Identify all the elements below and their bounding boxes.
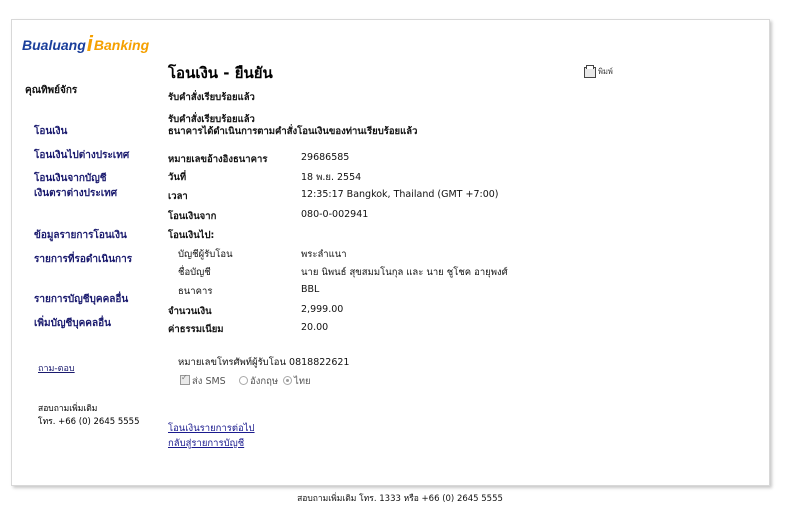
payee-value: พระลำแนา xyxy=(301,249,347,260)
date-label: วันที่ xyxy=(168,172,187,183)
fee-value: 20.00 xyxy=(301,322,329,333)
bank-value: BBL xyxy=(301,284,320,295)
bank-logo[interactable] xyxy=(22,31,150,56)
logo-text-banking: Banking xyxy=(93,37,150,53)
fee-label: ค่าธรรมเนียม xyxy=(168,324,224,335)
ref-label: หมายเลขอ้างอิงธนาคาร xyxy=(168,154,268,165)
bank-label: ธนาคาร xyxy=(178,286,213,297)
sidebar-contact-title: สอบถามเพิ่มเติม xyxy=(38,404,98,414)
from-account-label: โอนเงินจาก xyxy=(168,211,217,222)
sidebar-user-name: คุณทิพย์จักร xyxy=(25,85,78,96)
logo-i-mark: i xyxy=(86,31,93,56)
sms-lang-english-label: อังกฤษ xyxy=(250,376,279,387)
payee-label: บัญชีผู้รับโอน xyxy=(178,249,233,260)
sidebar-item-add-account[interactable]: เพิ่มบัญชีบุคคลอื่น xyxy=(34,318,111,329)
sidebar-contact-phone: โทร. +66 (0) 2645 5555 xyxy=(38,417,140,427)
amount-label: จำนวนเงิน xyxy=(168,306,212,317)
send-sms-checkbox[interactable] xyxy=(180,375,190,385)
printer-icon xyxy=(584,67,596,78)
to-label: โอนเงินไป: xyxy=(168,230,215,241)
sidebar-item-pending[interactable]: รายการที่รอดำเนินการ xyxy=(34,254,133,265)
amount-value: 2,999.00 xyxy=(301,304,344,315)
send-sms-label: ส่ง SMS xyxy=(192,376,226,387)
confirm-message-line2: ธนาคารได้ดำเนินการตามคำสั่งโอนเงินของท่านเรียบร้อยแล้ว xyxy=(168,126,418,137)
time-label: เวลา xyxy=(168,191,188,202)
sidebar-item-transfer-fcd[interactable]: โอนเงินจากบัญชี xyxy=(34,173,107,184)
print-button[interactable] xyxy=(584,66,613,78)
sidebar-item-transfer-fcd-line2[interactable]: เงินตราต่างประเทศ xyxy=(34,188,118,199)
sms-lang-english-radio[interactable] xyxy=(239,376,248,385)
footer-contact: สอบถามเพิ่มเติม โทร. 1333 หรือ +66 (0) 2645 5555 xyxy=(297,494,503,504)
time-value: 12:35:17 Bangkok, Thailand (GMT +7:00) xyxy=(301,189,499,200)
back-to-accounts-link[interactable]: กลับสู่รายการบัญชี xyxy=(168,438,245,449)
account-name-value: นาย นิพนธ์ สุขสมมโนกุล และ นาย ชูโชค อายุพงศ์ xyxy=(301,267,508,278)
sms-lang-thai-radio[interactable] xyxy=(283,376,292,385)
page-subtitle: รับคำสั่งเรียบร้อยแล้ว xyxy=(168,92,255,103)
sidebar-item-other-accounts[interactable]: รายการบัญชีบุคคลอื่น xyxy=(34,294,129,305)
print-label: พิมพ์ xyxy=(598,67,613,76)
from-account-value: 080-0-002941 xyxy=(301,209,369,220)
account-name-label: ชื่อบัญชี xyxy=(178,267,211,278)
ref-value: 29686585 xyxy=(301,152,350,163)
sidebar-item-transfer[interactable]: โอนเงิน xyxy=(34,126,68,137)
sidebar-item-transfer-history[interactable]: ข้อมูลรายการโอนเงิน xyxy=(34,230,127,241)
next-transfer-link[interactable]: โอนเงินรายการต่อไป xyxy=(168,423,255,434)
sms-lang-thai-label: ไทย xyxy=(294,376,311,387)
sidebar-faq-link[interactable]: ถาม-ตอบ xyxy=(38,364,75,374)
confirm-message-line1: รับคำสั่งเรียบร้อยแล้ว xyxy=(168,114,255,125)
page-title: โอนเงิน - ยืนยัน xyxy=(168,64,273,82)
sms-phone-text: หมายเลขโทรศัพท์ผู้รับโอน 0818822621 xyxy=(178,357,350,368)
date-value: 18 พ.ย. 2554 xyxy=(301,172,362,183)
sidebar-item-transfer-abroad[interactable]: โอนเงินไปต่างประเทศ xyxy=(34,150,130,161)
logo-text-bualuang: Bualuang xyxy=(22,37,86,53)
